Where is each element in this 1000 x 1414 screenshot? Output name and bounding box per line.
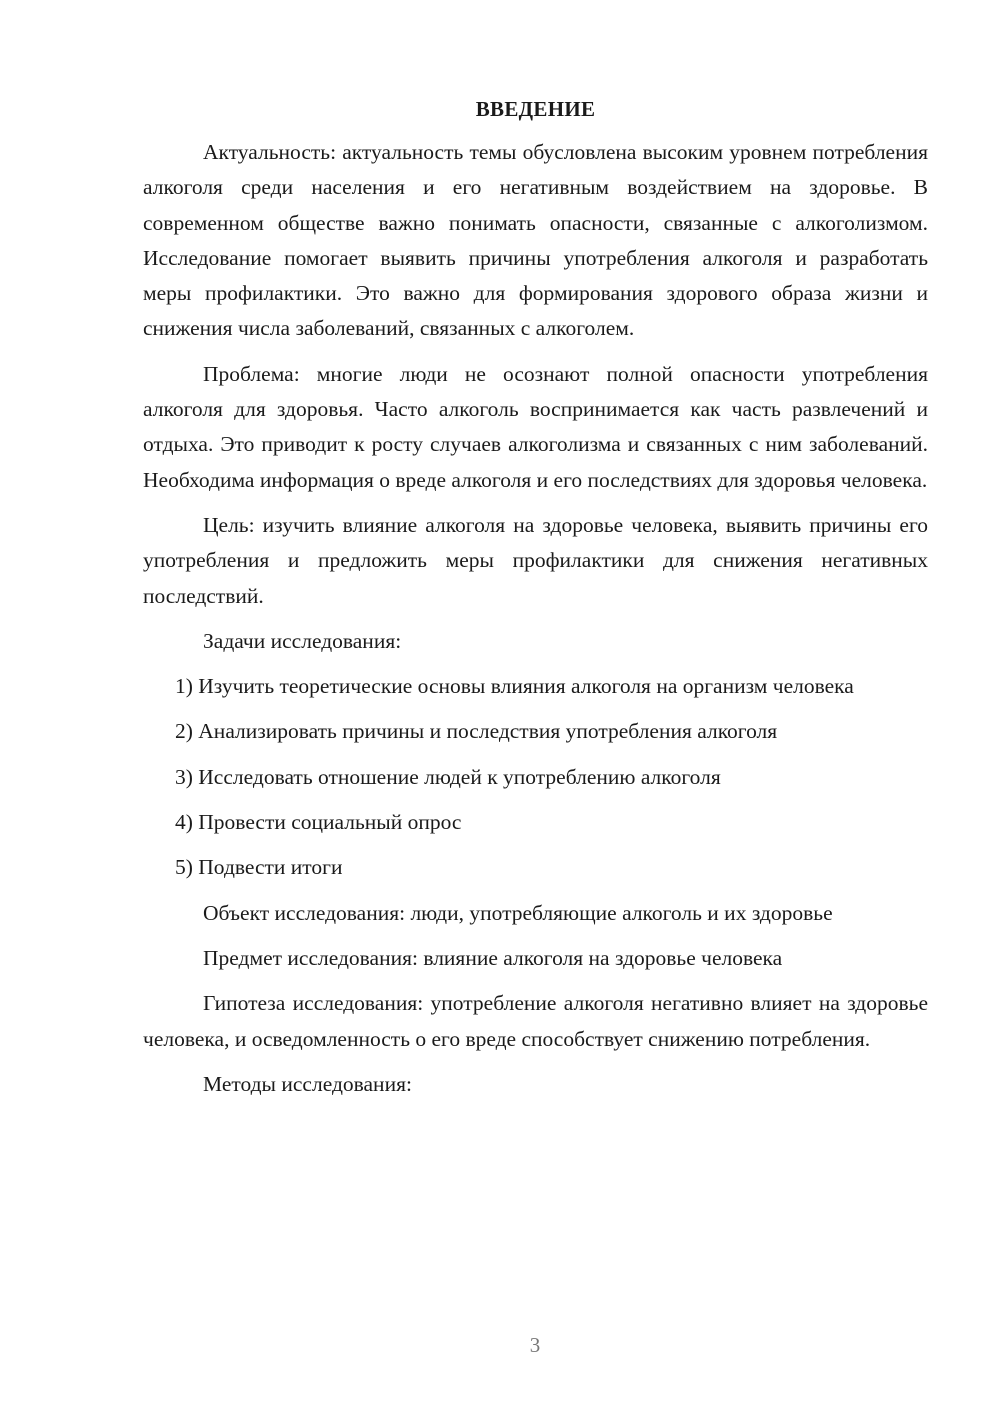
page-number: 3 bbox=[529, 1333, 541, 1357]
task-item: 4) Провести социальный опрос bbox=[175, 810, 462, 835]
hypothesis-paragraph: Гипотеза исследования: употребление алкоголя негативно влияет на здоровье человека, и осведомленность о его вреде способствует снижению потребления. bbox=[143, 991, 928, 1051]
problem-paragraph: Проблема: многие люди не осознают полной опасности употребления алкоголя для здоровья. Часто алкоголь воспринимается как часть развлечений и отдыха. Это приводит к росту случаев алкоголизма и связанных с ним заболеваний. Необходима информация о вреде алкоголя и его последствиях для здоровья человека. bbox=[143, 361, 928, 492]
object-paragraph: Объект исследования: люди, употребляющие алкоголь и их здоровье bbox=[203, 900, 833, 925]
tasks-heading: Задачи исследования: bbox=[203, 628, 402, 653]
task-item: 3) Исследовать отношение людей к употреблению алкоголя bbox=[175, 764, 721, 789]
task-item: 1) Изучить теоретические основы влияния алкоголя на организм человека bbox=[175, 674, 854, 699]
methods-heading: Методы исследования: bbox=[203, 1071, 412, 1096]
subject-paragraph: Предмет исследования: влияние алкоголя на здоровье человека bbox=[203, 945, 783, 970]
section-title: ВВЕДЕНИЕ bbox=[475, 97, 596, 121]
document-page bbox=[143, 92, 928, 1112]
relevance-paragraph: Актуальность: актуальность темы обусловлена высоким уровнем потребления алкоголя среди населения и его негативным воздействием на здоровье. В современном обществе важно понимать опасности, связанные с алкоголизмом. Исследование помогает выявить причины употребления алкоголя и разработать меры профилактики. Это важно для формирования здорового образа жизни и снижения числа заболеваний, связанных с алкоголем. bbox=[143, 140, 928, 341]
goal-paragraph: Цель: изучить влияние алкоголя на здоровье человека, выявить причины его употребления и предложить меры профилактики для снижения негативных последствий. bbox=[143, 512, 928, 608]
task-item: 2) Анализировать причины и последствия употребления алкоголя bbox=[175, 719, 778, 744]
task-item: 5) Подвести итоги bbox=[175, 855, 343, 880]
